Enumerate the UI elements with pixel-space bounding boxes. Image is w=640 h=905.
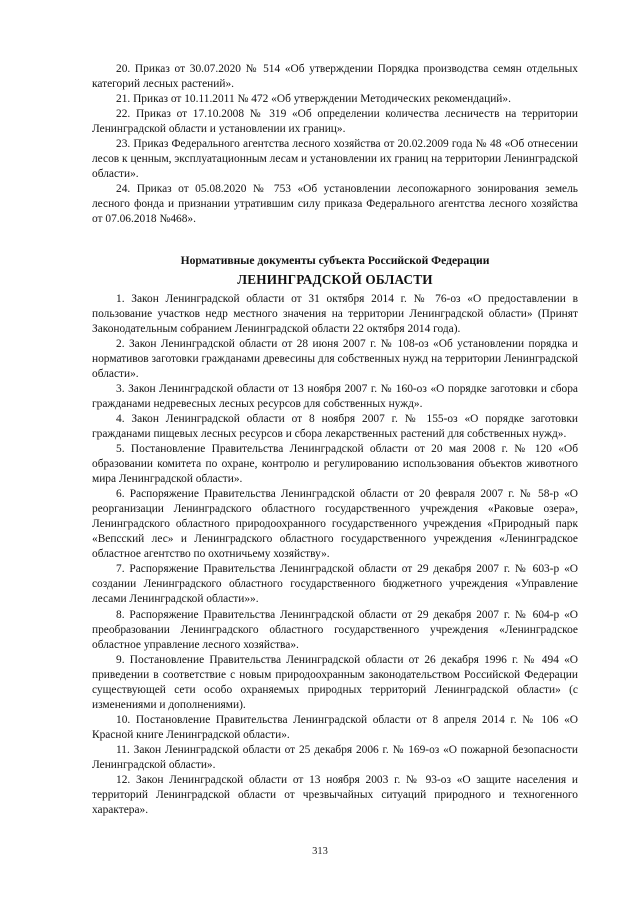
- list-item: 10. Постановление Правительства Ленинградской области от 8 апреля 2014 г. № 106 «О Красной книге Ленинградской области».: [92, 713, 578, 741]
- list-item: 21. Приказ от 10.11.2011 № 472 «Об утверждении Методических рекомендаций».: [116, 93, 511, 106]
- page-number: 313: [312, 846, 328, 857]
- list-item: 6. Распоряжение Правительства Ленинградской области от 20 февраля 2007 г. № 58-р «О реорганизации Ленинградского областного государственного учреждения «Раковые озера», Ленинградского областного природоохранного государственного учреждения «Природный парк «Вепсский лес» и Ленинградского областного государственного учреждения «Ленинградское областное агентство по охотничьему хозяйству».: [92, 488, 578, 561]
- list-item: 7. Распоряжение Правительства Ленинградской области от 29 декабря 2007 г. № 603-р «О создании Ленинградского областного государственного бюджетного учреждения «Управление лесами Ленинградской области»».: [92, 563, 578, 606]
- list-item: 8. Распоряжение Правительства Ленинградской области от 29 декабря 2007 г. № 604-р «О преобразовании Ленинградского областного государственного учреждения «Ленинградское областное управление лесного хозяйства».: [92, 608, 578, 651]
- list-item: 5. Постановление Правительства Ленинградской области от 20 мая 2008 г. № 120 «Об образовании комитета по охране, контролю и регулированию использования объектов животного мира Ленинградской области».: [92, 442, 578, 486]
- list-item: 24. Приказ от 05.08.2020 № 753 «Об установлении лесопожарного зонирования земель лесного фонда и признании утратившим силу приказа Федерального агентства лесного хозяйства от 07.06.2018 №468».: [92, 183, 578, 226]
- list-item: 12. Закон Ленинградской области от 13 ноября 2003 г. № 93-оз «О защите населения и территорий Ленинградской области от чрезвычайных ситуаций природного и техногенного характера».: [92, 774, 578, 817]
- section-heading: Нормативные документы субъекта Российской Федерации: [180, 253, 490, 267]
- list-item: 11. Закон Ленинградской области от 25 декабря 2006 г. № 169-оз «О пожарной безопасности Ленинградской области».: [92, 743, 578, 771]
- list-item: 3. Закон Ленинградской области от 13 ноября 2007 г. № 160-оз «О порядке заготовки и сбора гражданами недревесных лесных ресурсов для собственных нужд».: [92, 382, 578, 410]
- list-item: 23. Приказ Федерального агентства лесного хозяйства от 20.02.2009 года № 48 «Об отнесении лесов к ценным, эксплуатационным лесам и установлении их границ на территории Ленинградской области».: [92, 138, 578, 181]
- section-gap: [92, 228, 578, 253]
- list-item: 1. Закон Ленинградской области от 31 октября 2014 г. № 76-оз «О предоставлении в пользование участков недр местного значения на территории Ленинградской области» (Принят Законодательным собранием Ленинградской области 22 октября 2014 года).: [92, 292, 578, 335]
- list-item: 9. Постановление Правительства Ленинградской области от 26 декабря 1996 г. № 494 «О приведении в соответствие с новым природоохранным законодательством Российской Федерации существующей сети особо охраняемых природных территорий Ленинградской области» (с изменениями и дополнениями).: [92, 653, 578, 711]
- list-item: 4. Закон Ленинградской области от 8 ноября 2007 г. № 155-оз «О порядке заготовки гражданами пищевых лесных ресурсов и сбора лекарственных растений для собственных нужд».: [92, 412, 578, 440]
- list-item: 2. Закон Ленинградской области от 28 июня 2007 г. № 108-оз «Об установлении порядка и нормативов заготовки гражданами древесины для собственных нужд на территории Ленинградской области».: [92, 337, 578, 380]
- section-heading-region: ЛЕНИНГРАДСКОЙ ОБЛАСТИ: [237, 271, 433, 287]
- list-item: 22. Приказ от 17.10.2008 № 319 «Об определении количества лесничеств на территории Ленинградской области и установлении их границ».: [92, 108, 578, 136]
- list-item: 20. Приказ от 30.07.2020 № 514 «Об утверждении Порядка производства семян отдельных категорий лесных растений».: [92, 63, 578, 91]
- page-body: [92, 62, 578, 818]
